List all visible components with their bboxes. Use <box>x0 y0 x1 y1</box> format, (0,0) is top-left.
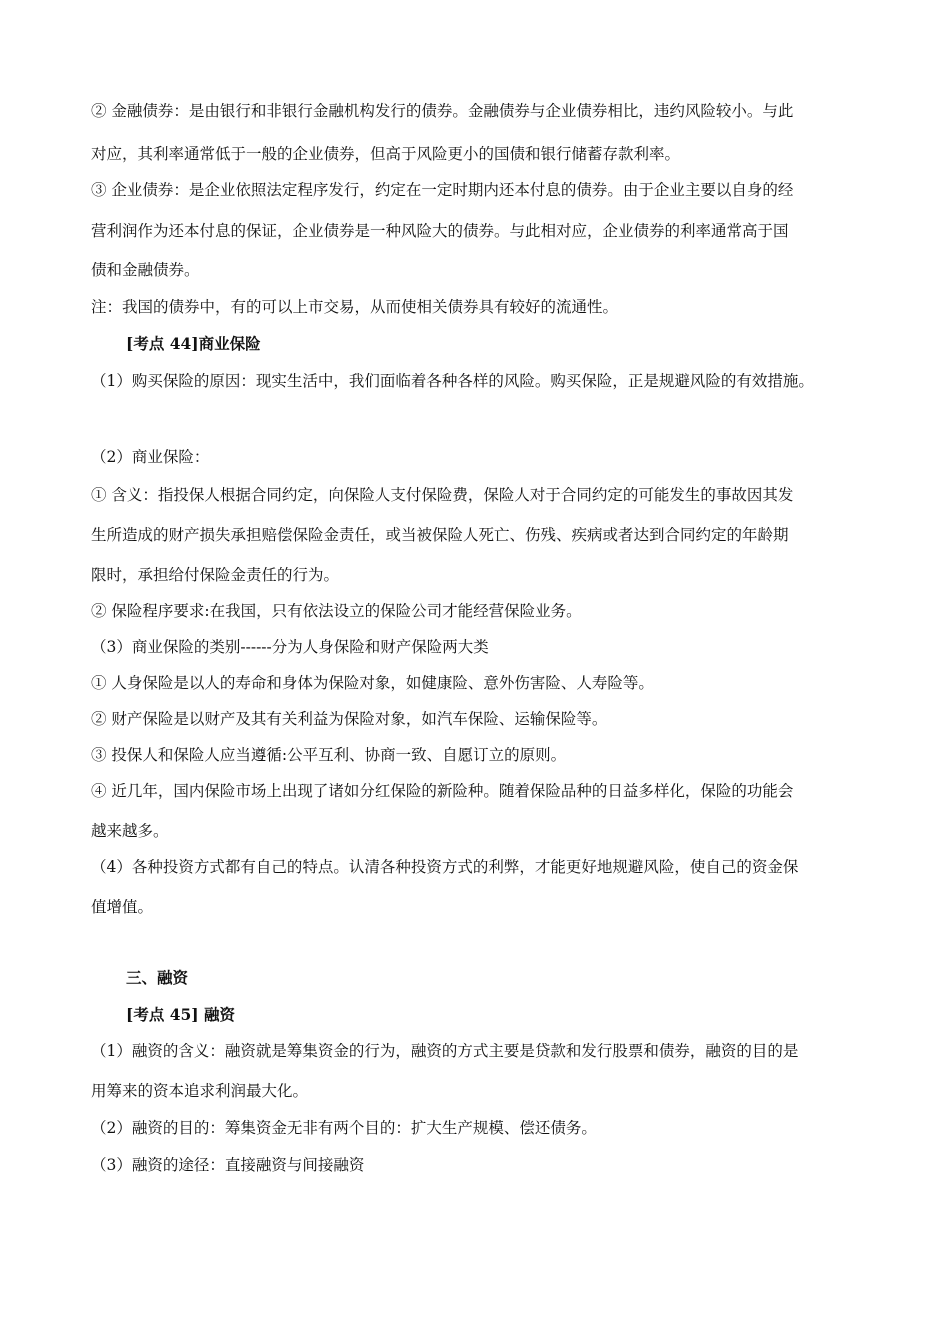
paragraph-line: ③ 投保人和保险人应当遵循:公平互利、协商一致、自愿订立的原则。 <box>91 746 567 764</box>
paragraph-line: （1）融资的含义：融资就是筹集资金的行为，融资的方式主要是贷款和发行股票和债券，融资的目的是 <box>91 1042 799 1060</box>
section-heading-45: [考点 45] 融资 <box>126 1005 236 1024</box>
paragraph-line: 值增值。 <box>91 898 154 916</box>
section-heading-44: [考点 44]商业保险 <box>126 334 261 353</box>
paragraph-line: （2）融资的目的：筹集资金无非有两个目的：扩大生产规模、偿还债务。 <box>91 1119 597 1137</box>
paragraph-line: （3）融资的途径：直接融资与间接融资 <box>91 1156 365 1174</box>
paragraph-line: 生所造成的财产损失承担赔偿保险金责任，或当被保险人死亡、伤残、疾病或者达到合同约定的年龄期 <box>91 526 789 544</box>
paragraph-line: 越来越多。 <box>91 822 169 840</box>
paragraph-line: ④ 近几年，国内保险市场上出现了诸如分红保险的新险种。随着保险品种的日益多样化，保险的功能会 <box>91 782 794 800</box>
paragraph-line: ① 人身保险是以人的寿命和身体为保险对象，如健康险、意外伤害险、人寿险等。 <box>91 674 654 692</box>
paragraph-line: ② 金融债券：是由银行和非银行金融机构发行的债券。金融债券与企业债券相比，违约风险较小。与此 <box>91 102 794 120</box>
paragraph-line: 用筹来的资本追求利润最大化。 <box>91 1082 309 1100</box>
paragraph-line: 债和金融债券。 <box>91 261 200 279</box>
paragraph-line: （2）商业保险： <box>91 448 210 466</box>
paragraph-line: 对应，其利率通常低于一般的企业债券，但高于风险更小的国债和银行储蓄存款利率。 <box>91 145 681 163</box>
paragraph-line: ② 财产保险是以财产及其有关利益为保险对象，如汽车保险、运输保险等。 <box>91 710 608 728</box>
paragraph-line: （4）各种投资方式都有自己的特点。认清各种投资方式的利弊，才能更好地规避风险，使自己的资金保 <box>91 858 799 876</box>
note-line: 注：我国的债券中，有的可以上市交易，从而使相关债券具有较好的流通性。 <box>91 298 619 316</box>
paragraph-line: ① 含义：指投保人根据合同约定，向保险人支付保险费，保险人对于合同约定的可能发生的事故因其发 <box>91 486 794 504</box>
paragraph-line: ② 保险程序要求:在我国，只有依法设立的保险公司才能经营保险业务。 <box>91 602 582 620</box>
paragraph-line: （1）购买保险的原因：现实生活中，我们面临着各种各样的风险。购买保险，正是规避风险的有效措施。 <box>91 372 814 390</box>
paragraph-line: 营利润作为还本付息的保证，企业债券是一种风险大的债券。与此相对应，企业债券的利率通常高于国 <box>91 222 789 240</box>
paragraph-line: ③ 企业债券：是企业依照法定程序发行，约定在一定时期内还本付息的债券。由于企业主要以自身的经 <box>91 181 794 199</box>
paragraph-line: （3）商业保险的类别------分为人身保险和财产保险两大类 <box>91 638 489 656</box>
section-heading-3: 三、融资 <box>126 968 189 987</box>
paragraph-line: 限时，承担给付保险金责任的行为。 <box>91 566 340 584</box>
